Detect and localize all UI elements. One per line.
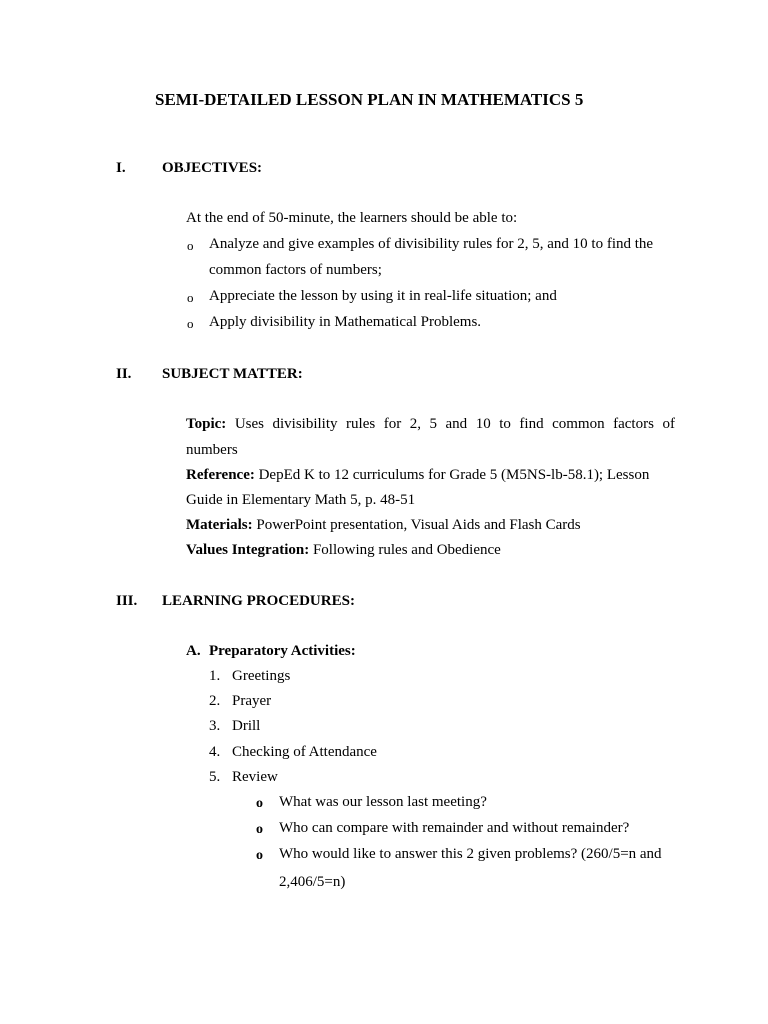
section-heading-subject-matter: SUBJECT MATTER:	[162, 366, 303, 382]
bullet-marker: o	[187, 238, 194, 253]
step-text: Greetings	[232, 668, 291, 684]
topic-word: for	[383, 416, 402, 432]
materials-line	[186, 518, 581, 533]
objective-item-1-line1: Analyze and give examples of divisibility rules for 2, 5, and 10 to find the	[209, 236, 654, 252]
step-number: 4.	[209, 744, 221, 760]
bullet-marker: o	[187, 290, 194, 305]
objective-item-2: Appreciate the lesson by using it in real-life situation; and	[209, 288, 557, 304]
topic-line-2: numbers	[186, 442, 238, 458]
topic-word: 10	[475, 416, 491, 432]
reference-value: DepEd K to 12 curriculums for Grade 5 (M5NS-lb-58.1); Lesson	[258, 467, 650, 483]
step-number: 2.	[209, 693, 221, 709]
step-text: Drill	[232, 718, 261, 734]
section-heading-objectives: OBJECTIVES:	[162, 160, 263, 176]
review-question-3-line2: 2,406/5=n)	[279, 874, 346, 890]
topic-word: 2,	[409, 416, 421, 432]
reference-line-1	[186, 468, 649, 483]
values-value: Following rules and Obedience	[312, 542, 501, 558]
review-question-3-line1: Who would like to answer this 2 given problems? (260/5=n and	[279, 846, 662, 862]
bullet-marker: o	[187, 316, 194, 331]
objective-item-1-line2: common factors of numbers;	[209, 262, 382, 278]
step-number: 5.	[209, 769, 221, 785]
topic-word: Uses	[234, 416, 264, 432]
topic-word: 5	[429, 416, 437, 432]
objective-item-3: Apply divisibility in Mathematical Problems.	[209, 314, 482, 330]
reference-label: Reference:	[186, 467, 255, 483]
section-heading-learning-procedures: LEARNING PROCEDURES:	[162, 593, 355, 609]
topic-line-1	[186, 417, 675, 432]
objectives-intro: At the end of 50-minute, the learners should be able to:	[186, 210, 518, 226]
subsection-heading: Preparatory Activities:	[209, 643, 356, 659]
page-title: SEMI-DETAILED LESSON PLAN IN MATHEMATICS 5	[155, 90, 584, 109]
topic-word: common	[552, 416, 605, 432]
topic-word: rules	[346, 416, 376, 432]
review-bullet-marker: o	[256, 796, 263, 811]
topic-label: Topic:	[186, 416, 227, 432]
topic-word: of	[662, 416, 675, 432]
section-numeral-learning-procedures: III.	[116, 593, 138, 609]
topic-word: and	[445, 416, 468, 432]
materials-label: Materials:	[186, 517, 253, 533]
values-line	[186, 543, 501, 558]
section-numeral-subject-matter: II.	[116, 366, 132, 382]
section-numeral-objectives: I.	[116, 160, 126, 176]
step-number: 1.	[209, 668, 221, 684]
topic-word: factors	[613, 416, 654, 432]
topic-word: to	[499, 416, 511, 432]
review-question-1: What was our lesson last meeting?	[279, 794, 487, 810]
review-bullet-marker: o	[256, 848, 263, 863]
step-text: Prayer	[232, 693, 272, 709]
subsection-letter: A.	[186, 643, 201, 659]
review-bullet-marker: o	[256, 822, 263, 837]
reference-line-2: Guide in Elementary Math 5, p. 48-51	[186, 492, 416, 508]
review-question-2: Who can compare with remainder and without remainder?	[279, 820, 630, 836]
step-text: Checking of Attendance	[232, 744, 377, 760]
values-label: Values Integration:	[186, 542, 310, 558]
step-number: 3.	[209, 718, 221, 734]
materials-value: PowerPoint presentation, Visual Aids and Flash Cards	[256, 517, 581, 533]
step-text: Review	[232, 769, 278, 785]
topic-word: divisibility	[272, 416, 338, 432]
topic-word: find	[519, 416, 544, 432]
